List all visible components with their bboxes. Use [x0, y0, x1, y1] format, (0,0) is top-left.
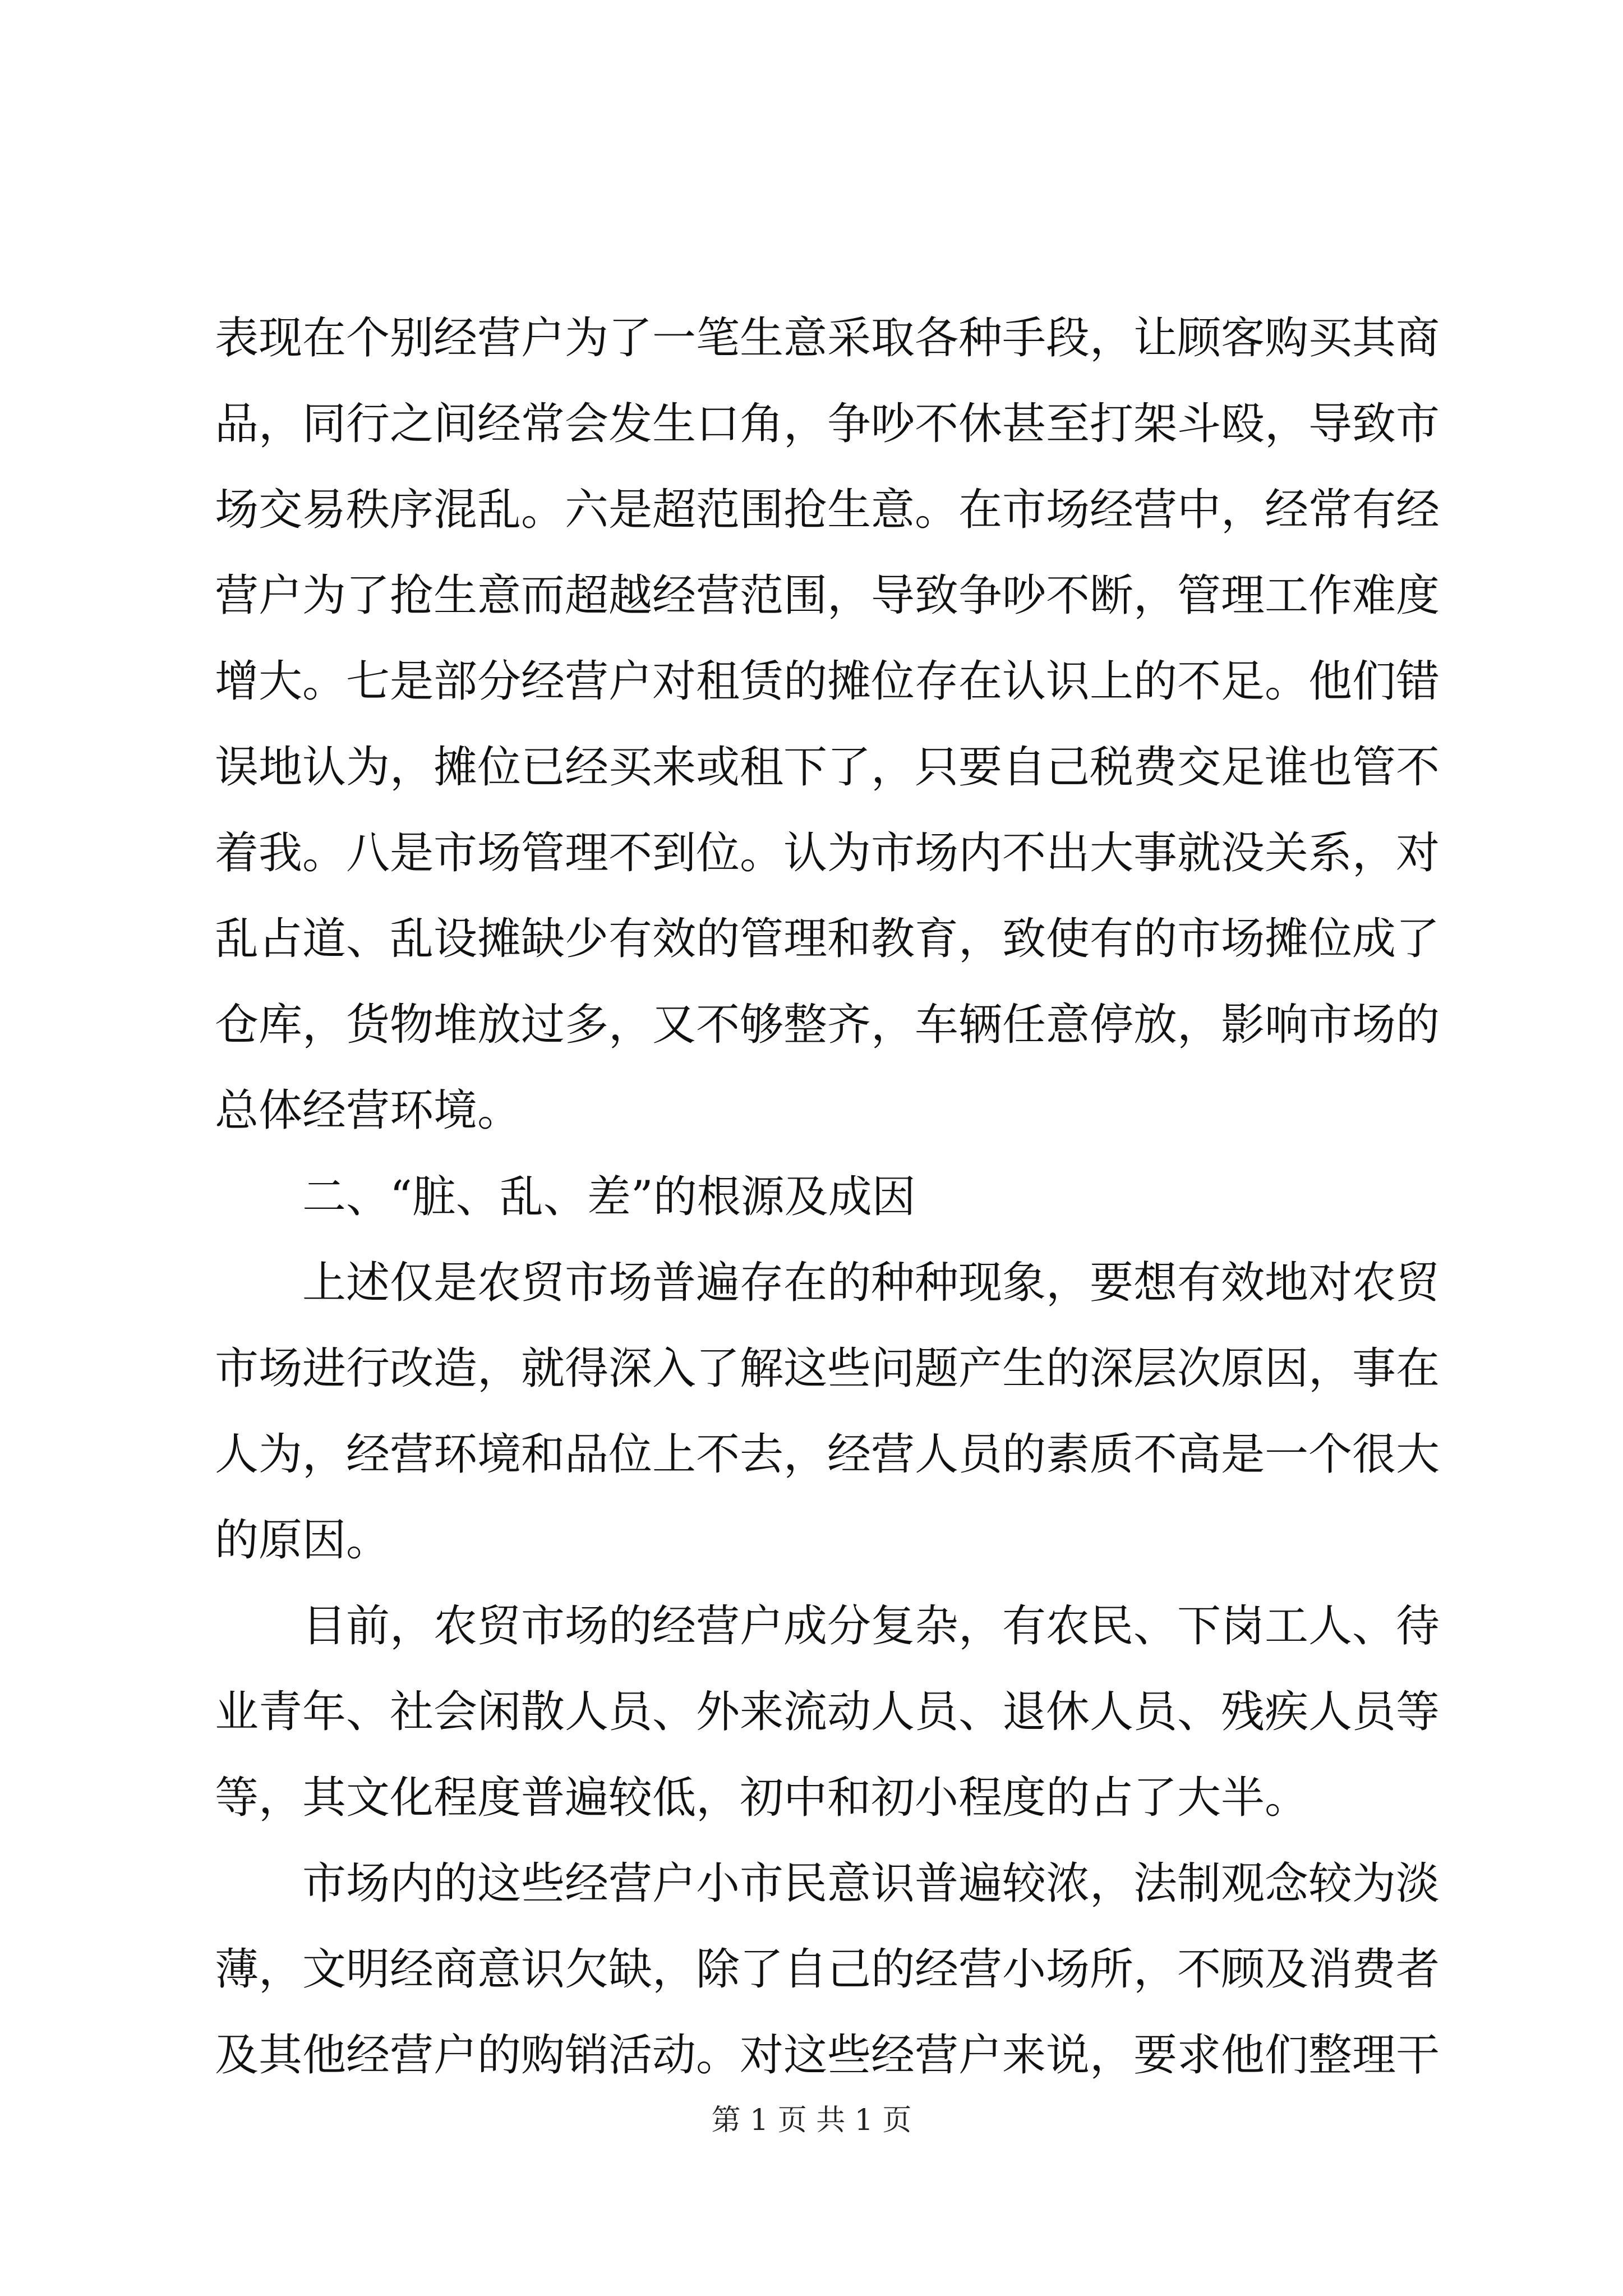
text-line: 增大。七是部分经营户对租赁的摊位存在认识上的不足。他们错 — [215, 656, 1440, 707]
page-footer: 第 1 页 共 1 页 — [711, 2104, 912, 2137]
text-line: 市场进行改造，就得深入了解这些问题产生的深层次原因，事在 — [215, 1343, 1440, 1394]
text-line: 场交易秩序混乱。六是超范围抢生意。在市场经营中，经常有经 — [215, 485, 1440, 535]
text-line: 营户为了抢生意而超越经营范围，导致争吵不断，管理工作难度 — [215, 570, 1440, 621]
text-line: 市场内的这些经营户小市民意识普遍较浓，法制观念较为淡 — [302, 1858, 1440, 1909]
text-line: 及其他经营户的购销活动。对这些经营户来说，要求他们整理干 — [215, 2030, 1440, 2081]
text-line: 等，其文化程度普遍较低，初中和初小程度的占了大半。 — [215, 1773, 1309, 1823]
text-line: 品，同行之间经常会发生口角，争吵不休甚至打架斗殴，导致市 — [215, 399, 1440, 449]
text-line: 的原因。 — [215, 1515, 390, 1566]
text-line: 目前，农贸市场的经营户成分复杂，有农民、下岗工人、待 — [302, 1601, 1440, 1651]
text-line: 表现在个别经营户为了一笔生意采取各种手段，让顾客购买其商 — [215, 313, 1440, 364]
text-line: 人为，经营环境和品位上不去，经营人员的素质不高是一个很大 — [215, 1429, 1440, 1480]
text-line: 误地认为，摊位已经买来或租下了，只要自己税费交足谁也管不 — [215, 742, 1440, 793]
section-heading: 二、“脏、乱、差”的根源及成因 — [302, 1172, 916, 1222]
text-line: 着我。八是市场管理不到位。认为市场内不出大事就没关系，对 — [215, 828, 1440, 878]
text-line: 总体经营环境。 — [215, 1085, 522, 1136]
text-line: 乱占道、乱设摊缺少有效的管理和教育，致使有的市场摊位成了 — [215, 914, 1440, 964]
text-line: 仓库，货物堆放过多，又不够整齐，车辆任意停放，影响市场的 — [215, 1000, 1440, 1050]
text-line: 业青年、社会闲散人员、外来流动人员、退休人员、残疾人员等 — [215, 1687, 1440, 1737]
text-line: 上述仅是农贸市场普遍存在的种种现象，要想有效地对农贸 — [302, 1258, 1440, 1308]
text-line: 薄，文明经商意识欠缺，除了自己的经营小场所，不顾及消费者 — [215, 1944, 1440, 1995]
